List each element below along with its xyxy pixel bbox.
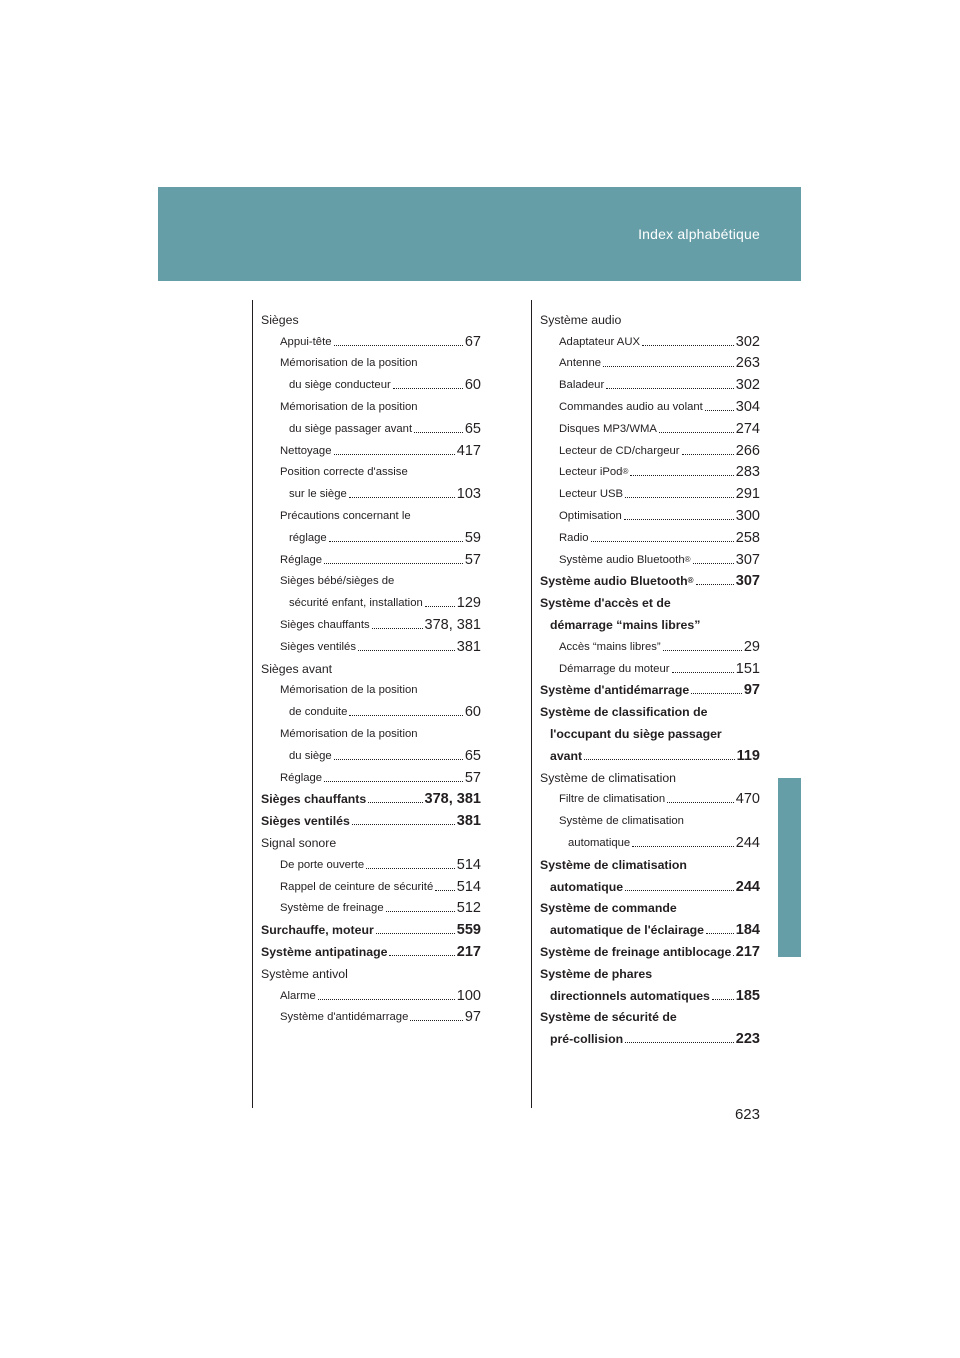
dot-leader bbox=[603, 365, 734, 367]
entry-term: Nettoyage bbox=[280, 444, 332, 457]
index-entry bbox=[261, 523, 481, 545]
index-entry bbox=[540, 458, 760, 480]
index-entry bbox=[261, 676, 481, 698]
entry-term: pré-collision bbox=[550, 1032, 624, 1047]
entry-page-ref: 185 bbox=[735, 987, 760, 1004]
entry-term: Système audio Bluetooth bbox=[540, 574, 688, 589]
entry-page-ref: 258 bbox=[735, 529, 760, 546]
registered-mark: ® bbox=[622, 467, 629, 477]
dot-leader bbox=[349, 714, 462, 716]
entry-page-ref: 291 bbox=[735, 486, 760, 503]
index-entry bbox=[540, 305, 760, 327]
entry-page-ref: 184 bbox=[735, 922, 760, 939]
index-entry bbox=[540, 392, 760, 414]
header-band bbox=[158, 187, 801, 281]
index-entry bbox=[261, 697, 481, 719]
index-entry bbox=[540, 697, 760, 719]
dot-leader bbox=[625, 889, 734, 891]
entry-term: Système de sécurité de bbox=[540, 1010, 677, 1025]
dot-leader bbox=[696, 583, 734, 585]
entry-term: Appui-tête bbox=[280, 335, 332, 348]
entry-term: Système de climatisation bbox=[540, 770, 677, 785]
entry-term: Sièges bébé/sièges de bbox=[280, 575, 395, 588]
entry-term: Mémorisation de la position bbox=[280, 727, 418, 740]
entry-page-ref: 514 bbox=[456, 878, 481, 895]
dot-leader bbox=[632, 845, 734, 847]
entry-term: Commandes audio au volant bbox=[559, 400, 703, 413]
entry-term: Radio bbox=[559, 531, 589, 544]
entry-page-ref: 67 bbox=[464, 333, 481, 350]
dot-leader bbox=[691, 692, 742, 694]
entry-page-ref: 514 bbox=[456, 856, 481, 873]
dot-leader bbox=[324, 562, 463, 564]
index-entry bbox=[540, 610, 760, 632]
entry-term: l'occupant du siège passager bbox=[550, 726, 722, 741]
entry-page-ref: 559 bbox=[456, 922, 481, 939]
index-entry bbox=[540, 1003, 760, 1025]
entry-term: Lecteur USB bbox=[559, 488, 624, 501]
dot-leader bbox=[682, 453, 734, 455]
index-entry bbox=[540, 872, 760, 894]
entry-term: Baladeur bbox=[559, 379, 605, 392]
entry-term: Optimisation bbox=[559, 509, 622, 522]
entry-page-ref: 151 bbox=[735, 660, 760, 677]
index-entry bbox=[261, 588, 481, 610]
dot-leader bbox=[366, 867, 455, 869]
entry-term: automatique bbox=[568, 836, 631, 849]
entry-page-ref: 307 bbox=[735, 551, 760, 568]
index-entry bbox=[261, 785, 481, 807]
entry-term: Système audio bbox=[540, 312, 622, 327]
entry-term: Réglage bbox=[280, 771, 323, 784]
index-entry bbox=[261, 327, 481, 349]
entry-term: avant bbox=[550, 748, 583, 763]
dot-leader bbox=[642, 344, 734, 346]
dot-leader bbox=[630, 474, 733, 476]
entry-term: Disques MP3/WMA bbox=[559, 422, 657, 435]
index-entry bbox=[540, 588, 760, 610]
entry-page-ref: 417 bbox=[456, 442, 481, 459]
index-entry bbox=[540, 741, 760, 763]
index-entry bbox=[540, 763, 760, 785]
entry-page-ref: 97 bbox=[743, 682, 760, 699]
entry-term: Système d'antidémarrage bbox=[540, 683, 690, 698]
entry-term: Précautions concernant le bbox=[280, 509, 411, 522]
index-entry bbox=[261, 937, 481, 959]
registered-mark: ® bbox=[687, 576, 694, 586]
index-entry bbox=[540, 349, 760, 371]
dot-leader bbox=[663, 649, 742, 651]
dot-leader bbox=[712, 998, 734, 1000]
entry-term: Rappel de ceinture de sécurité bbox=[280, 880, 434, 893]
index-entry bbox=[261, 872, 481, 894]
dot-leader bbox=[376, 932, 455, 934]
index-entry bbox=[261, 719, 481, 741]
index-entry bbox=[540, 959, 760, 981]
entry-term: Sièges ventilés bbox=[261, 814, 350, 829]
dot-leader bbox=[425, 605, 455, 607]
entry-page-ref: 244 bbox=[735, 878, 760, 895]
dot-leader bbox=[334, 344, 463, 346]
entry-term: Démarrage du moteur bbox=[559, 662, 670, 675]
dot-leader bbox=[706, 932, 734, 934]
index-entry bbox=[261, 305, 481, 327]
entry-page-ref: 244 bbox=[735, 834, 760, 851]
entry-term: du siège conducteur bbox=[289, 379, 391, 392]
entry-term: Système antipatinage bbox=[261, 944, 388, 959]
entry-term: Accès “mains libres” bbox=[559, 640, 661, 653]
dot-leader bbox=[324, 780, 463, 782]
entry-term: Mémorisation de la position bbox=[280, 684, 418, 697]
registered-mark: ® bbox=[684, 554, 691, 564]
index-column-left bbox=[261, 305, 481, 1024]
index-entry bbox=[261, 610, 481, 632]
dot-leader bbox=[372, 627, 423, 629]
entry-page-ref: 65 bbox=[464, 420, 481, 437]
entry-term: réglage bbox=[289, 531, 327, 544]
entry-term: Système de freinage bbox=[280, 902, 384, 915]
index-entry bbox=[261, 567, 481, 589]
entry-term: Système d'accès et de bbox=[540, 596, 671, 611]
page-number: 623 bbox=[734, 1106, 760, 1123]
entry-term: directionnels automatiques bbox=[550, 988, 710, 1003]
entry-page-ref: 307 bbox=[735, 573, 760, 590]
entry-page-ref: 263 bbox=[735, 355, 760, 372]
dot-leader bbox=[329, 540, 463, 542]
index-entry bbox=[261, 545, 481, 567]
entry-page-ref: 60 bbox=[464, 704, 481, 721]
entry-term: Sièges avant bbox=[261, 661, 333, 676]
entry-term: Réglage bbox=[280, 553, 323, 566]
index-entry bbox=[540, 654, 760, 676]
dot-leader bbox=[624, 518, 734, 520]
entry-page-ref: 300 bbox=[735, 507, 760, 524]
entry-page-ref: 378, 381 bbox=[424, 791, 481, 808]
entry-page-ref: 59 bbox=[464, 529, 481, 546]
entry-term: Système de climatisation bbox=[559, 815, 684, 828]
dot-leader bbox=[352, 823, 455, 825]
entry-term: du siège passager avant bbox=[289, 422, 413, 435]
entry-term: Système audio Bluetooth bbox=[559, 553, 685, 566]
dot-leader bbox=[410, 1019, 462, 1021]
entry-term: Sièges chauffants bbox=[280, 618, 370, 631]
index-entry bbox=[261, 349, 481, 371]
index-entry bbox=[261, 894, 481, 916]
entry-page-ref: 119 bbox=[736, 747, 760, 764]
dot-leader bbox=[334, 758, 463, 760]
entry-term: Antenne bbox=[559, 357, 602, 370]
index-entry bbox=[540, 479, 760, 501]
index-entry bbox=[261, 458, 481, 480]
entry-term: Filtre de climatisation bbox=[559, 793, 666, 806]
entry-term: Sièges bbox=[261, 312, 299, 327]
index-entry bbox=[540, 894, 760, 916]
entry-term: Lecteur iPod bbox=[559, 466, 623, 479]
index-entry bbox=[261, 392, 481, 414]
entry-term: Signal sonore bbox=[261, 835, 337, 850]
dot-leader bbox=[591, 540, 734, 542]
entry-term: Système de commande bbox=[540, 901, 677, 916]
dot-leader bbox=[389, 954, 454, 956]
dot-leader bbox=[386, 910, 455, 912]
dot-leader bbox=[584, 758, 734, 760]
index-entry bbox=[261, 370, 481, 392]
index-entry bbox=[540, 370, 760, 392]
index-entry bbox=[261, 436, 481, 458]
entry-page-ref: 302 bbox=[735, 377, 760, 394]
entry-term: Sièges chauffants bbox=[261, 792, 367, 807]
dot-leader bbox=[672, 671, 734, 673]
entry-term: Système de phares bbox=[540, 966, 653, 981]
entry-page-ref: 97 bbox=[464, 1009, 481, 1026]
index-entry bbox=[540, 501, 760, 523]
index-entry bbox=[261, 654, 481, 676]
index-entry bbox=[261, 959, 481, 981]
dot-leader bbox=[625, 496, 734, 498]
index-entry bbox=[540, 828, 760, 850]
entry-term: automatique de l'éclairage bbox=[550, 923, 704, 938]
entry-term: Sièges ventilés bbox=[280, 640, 356, 653]
entry-page-ref: 302 bbox=[735, 333, 760, 350]
entry-page-ref: 217 bbox=[735, 943, 760, 960]
entry-term: Mémorisation de la position bbox=[280, 400, 418, 413]
index-entry bbox=[540, 1024, 760, 1046]
entry-page-ref: 266 bbox=[735, 442, 760, 459]
index-entry bbox=[261, 915, 481, 937]
index-entry bbox=[540, 806, 760, 828]
entry-term: automatique bbox=[550, 879, 624, 894]
left-rule bbox=[252, 300, 253, 1108]
entry-page-ref: 512 bbox=[456, 900, 481, 917]
index-entry bbox=[540, 915, 760, 937]
entry-page-ref: 381 bbox=[456, 813, 481, 830]
index-entry bbox=[540, 632, 760, 654]
entry-page-ref: 65 bbox=[464, 747, 481, 764]
entry-page-ref: 217 bbox=[456, 943, 481, 960]
entry-term: Position correcte d'assise bbox=[280, 466, 408, 479]
dot-leader bbox=[693, 562, 734, 564]
index-entry bbox=[261, 806, 481, 828]
dot-leader bbox=[368, 801, 422, 803]
entry-page-ref: 29 bbox=[743, 638, 760, 655]
page-title: Index alphabétique bbox=[638, 226, 760, 242]
index-entry bbox=[540, 937, 760, 959]
entry-term: Système de climatisation bbox=[540, 857, 687, 872]
index-entry bbox=[261, 479, 481, 501]
entry-term: Mémorisation de la position bbox=[280, 357, 418, 370]
entry-page-ref: 381 bbox=[456, 638, 481, 655]
index-entry bbox=[540, 567, 760, 589]
dot-leader bbox=[318, 998, 455, 1000]
entry-page-ref: 57 bbox=[464, 551, 481, 568]
index-entry bbox=[261, 828, 481, 850]
entry-term: Système d'antidémarrage bbox=[280, 1011, 409, 1024]
entry-page-ref: 100 bbox=[456, 987, 481, 1004]
entry-page-ref: 378, 381 bbox=[424, 616, 481, 633]
index-entry bbox=[261, 414, 481, 436]
dot-leader bbox=[659, 431, 734, 433]
entry-page-ref: 470 bbox=[735, 791, 760, 808]
entry-page-ref: 60 bbox=[464, 377, 481, 394]
dot-leader bbox=[414, 431, 463, 433]
entry-term: Système de freinage antiblocage bbox=[540, 944, 732, 959]
index-entry bbox=[261, 501, 481, 523]
entry-page-ref: 103 bbox=[456, 486, 481, 503]
index-entry bbox=[540, 785, 760, 807]
index-entry bbox=[540, 436, 760, 458]
entry-page-ref: 283 bbox=[735, 464, 760, 481]
entry-term: Lecteur de CD/chargeur bbox=[559, 444, 680, 457]
index-entry bbox=[261, 632, 481, 654]
entry-page-ref: 129 bbox=[456, 595, 481, 612]
entry-page-ref: 223 bbox=[735, 1031, 760, 1048]
index-entry bbox=[261, 763, 481, 785]
dot-leader bbox=[435, 889, 455, 891]
dot-leader bbox=[358, 649, 455, 651]
index-entry bbox=[540, 414, 760, 436]
entry-term: de conduite bbox=[289, 706, 348, 719]
index-entry bbox=[540, 850, 760, 872]
index-entry bbox=[261, 741, 481, 763]
index-entry bbox=[540, 719, 760, 741]
center-rule bbox=[531, 300, 532, 1108]
entry-page-ref: 57 bbox=[464, 769, 481, 786]
entry-term: démarrage “mains libres” bbox=[550, 617, 701, 632]
dot-leader bbox=[606, 387, 734, 389]
dot-leader bbox=[393, 387, 463, 389]
index-entry bbox=[540, 676, 760, 698]
index-entry bbox=[540, 545, 760, 567]
index-entry bbox=[261, 850, 481, 872]
index-entry bbox=[540, 327, 760, 349]
dot-leader bbox=[667, 801, 734, 803]
entry-term: sécurité enfant, installation bbox=[289, 597, 423, 610]
index-column-right bbox=[540, 305, 760, 1046]
index-entry bbox=[261, 1003, 481, 1025]
entry-term: De porte ouverte bbox=[280, 858, 365, 871]
index-entry bbox=[540, 981, 760, 1003]
entry-term: du siège bbox=[289, 749, 332, 762]
entry-term: Surchauffe, moteur bbox=[261, 923, 374, 938]
entry-term: Système de classification de bbox=[540, 705, 708, 720]
dot-leader bbox=[349, 496, 455, 498]
entry-term: Adaptateur AUX bbox=[559, 335, 641, 348]
dot-leader bbox=[334, 453, 455, 455]
entry-page-ref: 274 bbox=[735, 420, 760, 437]
index-entry bbox=[261, 981, 481, 1003]
entry-term: Système antivol bbox=[261, 966, 348, 981]
index-entry bbox=[540, 523, 760, 545]
entry-page-ref: 304 bbox=[735, 398, 760, 415]
dot-leader bbox=[705, 409, 734, 411]
chapter-tab bbox=[778, 778, 801, 957]
dot-leader bbox=[625, 1041, 734, 1043]
entry-term: sur le siège bbox=[289, 488, 347, 501]
entry-term: Alarme bbox=[280, 989, 316, 1002]
